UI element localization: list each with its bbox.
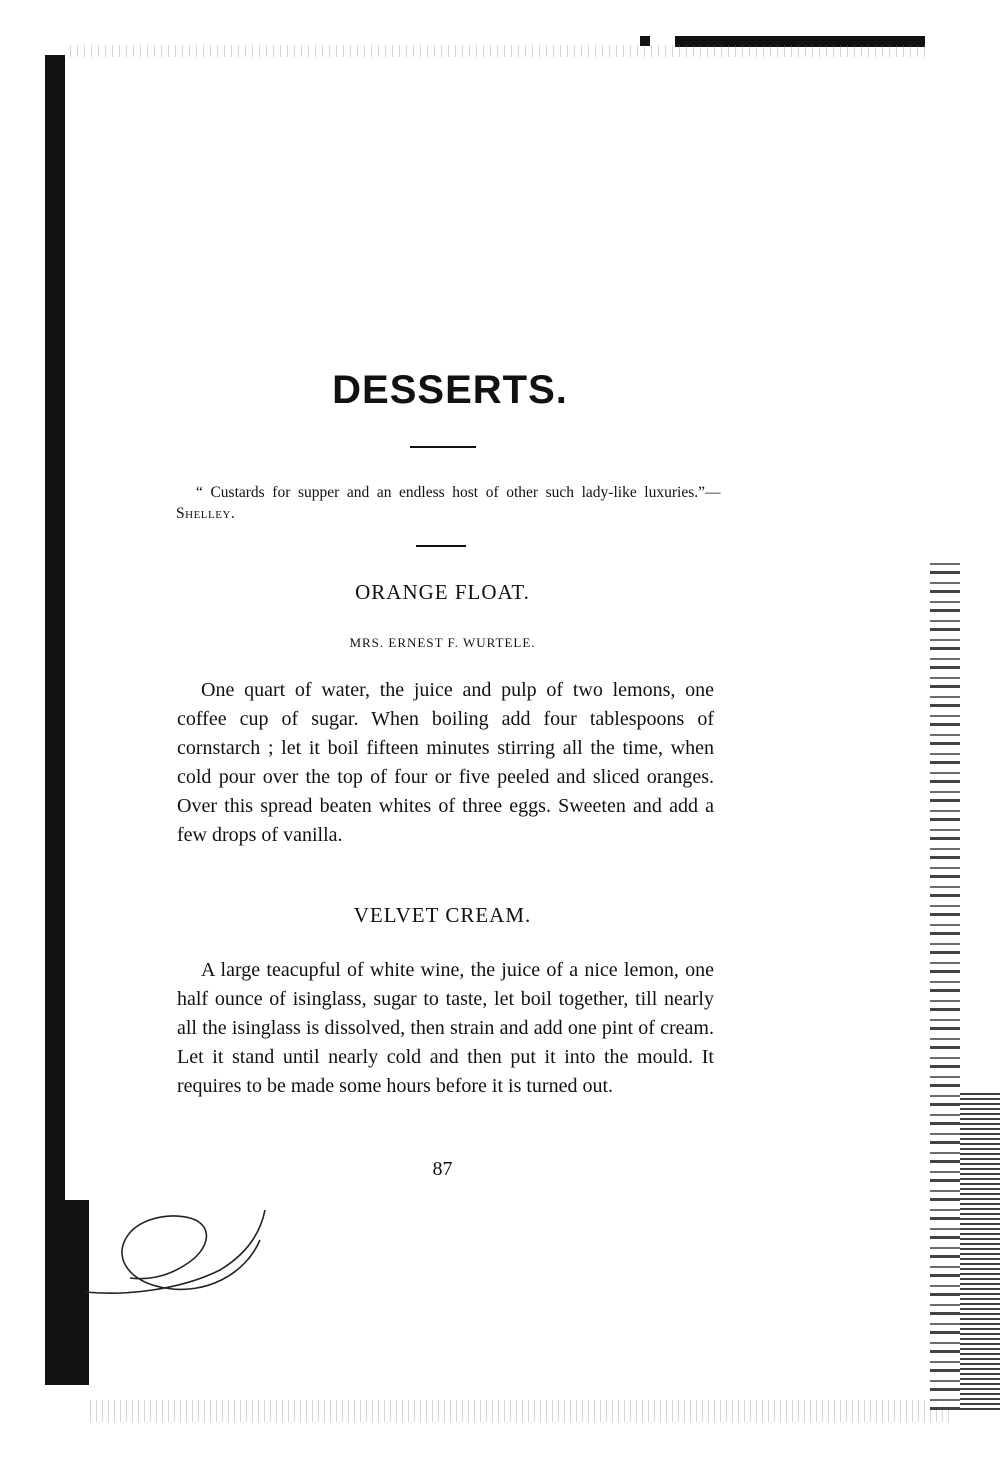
ink-scribble: [85, 1200, 285, 1310]
recipe-title-velvet-cream: VELVET CREAM.: [353, 903, 532, 927]
recipe-author-orange-float: MRS. ERNEST F. WURTELE.: [349, 635, 536, 650]
scan-dust-bottom: [90, 1400, 950, 1422]
scan-noise-right-lower: [960, 1090, 1000, 1410]
page-number: 87: [432, 1158, 453, 1180]
recipe-text-velvet-cream: A large teacupful of white wine, the juice of a nice lemon, one half ounce of isinglass, sugar to taste, let boil together, till nearly all the isinglass is dissolved, then strain and add one pint of cream. Let it stand until nearly cold and then put it into the mould. It requires to be made some hours before it is turned out.: [177, 959, 714, 1097]
scan-noise-right: [930, 560, 960, 1410]
scan-border-left: [45, 55, 65, 1385]
epigraph: [176, 482, 721, 524]
epigraph-rule: [416, 545, 466, 547]
title-rule: [410, 446, 476, 448]
recipe-text-orange-float: One quart of water, the juice and pulp of two lemons, one coffee cup of sugar. When boiling add four tablespoons of cornstarch ; let it boil fifteen minutes stirring all the time, when cold pour over the top of four or five peeled and sliced oranges. Over this spread beaten whites of three eggs. Sweeten and add a few drops of vanilla.: [177, 679, 714, 846]
epigraph-quote: “ Custards for supper and an endless host of other such lady-like luxuries.”: [196, 484, 705, 501]
recipe-title-orange-float: ORANGE FLOAT.: [355, 580, 530, 604]
page-title: DESSERTS.: [332, 368, 568, 412]
scan-dust-top: [70, 45, 930, 57]
epigraph-author: —Shelley.: [176, 484, 721, 522]
